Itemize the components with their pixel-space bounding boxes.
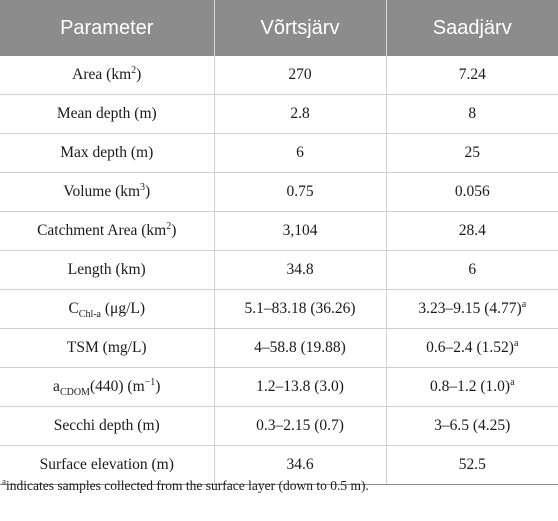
parameter-unit: (440) (m [89, 378, 145, 395]
parameter-label: C [68, 300, 79, 317]
vortsjarv-value: 34.8 [286, 261, 314, 278]
footnote-marker: a [2, 476, 6, 487]
parameter-unit-exponent: −1 [144, 376, 156, 388]
parameter-cell [0, 251, 214, 290]
saadjarv-value-cell [386, 95, 558, 134]
saadjarv-value-cell [386, 407, 558, 446]
table-row [0, 212, 558, 251]
parameter-superscript: 2 [166, 220, 172, 232]
table-row [0, 56, 558, 95]
table-row [0, 173, 558, 212]
saadjarv-value-cell [386, 290, 558, 329]
vortsjarv-value-cell [214, 56, 386, 95]
table-footnote [2, 478, 369, 494]
parameter-label: Catchment Area (km [37, 222, 167, 239]
parameter-cell [0, 290, 214, 329]
table-row [0, 251, 558, 290]
saadjarv-value-cell [386, 329, 558, 368]
vortsjarv-value: 3,104 [282, 222, 318, 239]
parameter-cell [0, 95, 214, 134]
saadjarv-value-cell [386, 368, 558, 407]
saadjarv-value: 28.4 [458, 222, 486, 239]
saadjarv-value-cell [386, 212, 558, 251]
vortsjarv-value: 6 [296, 144, 304, 161]
vortsjarv-value: 4–58.8 (19.88) [254, 339, 346, 356]
parameter-label: Max depth (m) [60, 144, 154, 161]
vortsjarv-value-cell [214, 212, 386, 251]
vortsjarv-value: 5.1–83.18 (36.26) [244, 300, 356, 317]
parameter-label: Length (km) [67, 261, 146, 278]
vortsjarv-value-cell [214, 134, 386, 173]
header-saadjarv: Saadjärv [386, 0, 558, 56]
vortsjarv-value: 0.3–2.15 (0.7) [256, 417, 344, 434]
parameter-label: TSM (mg/L) [66, 339, 147, 356]
vortsjarv-value: 270 [288, 66, 312, 83]
saadjarv-value: 6 [468, 261, 477, 278]
parameter-label: Volume (km [63, 183, 141, 200]
saadjarv-footnote-marker: a [510, 376, 515, 388]
saadjarv-value-cell [386, 251, 558, 290]
saadjarv-value-cell [386, 173, 558, 212]
vortsjarv-value: 0.75 [286, 183, 314, 200]
parameter-cell [0, 56, 214, 95]
parameter-cell [0, 212, 214, 251]
header-row [0, 0, 558, 56]
table-row [0, 329, 558, 368]
table-row [0, 290, 558, 329]
parameter-superscript: 3 [140, 181, 146, 193]
saadjarv-value-cell [386, 134, 558, 173]
table-row [0, 134, 558, 173]
table-row [0, 368, 558, 407]
parameter-label: a [53, 378, 60, 395]
vortsjarv-value: 34.6 [286, 456, 314, 473]
parameter-cell [0, 134, 214, 173]
parameter-label: Surface elevation (m) [39, 456, 174, 473]
footnote-text: indicates samples collected from the surface layer (down to 0.5 m). [6, 478, 369, 493]
saadjarv-value: 8 [468, 105, 477, 122]
vortsjarv-value-cell [214, 368, 386, 407]
parameter-unit: ) [145, 183, 151, 200]
table-row [0, 407, 558, 446]
parameter-label: Secchi depth (m) [53, 417, 160, 434]
header-parameter: Parameter [0, 0, 214, 56]
saadjarv-value: 3.23–9.15 (4.77) [418, 300, 522, 317]
saadjarv-value: 52.5 [458, 456, 486, 473]
parameter-subscript: CDOM [59, 387, 90, 399]
saadjarv-value: 0.056 [454, 183, 490, 200]
parameter-subscript: Chl-a [78, 309, 101, 321]
parameter-cell [0, 173, 214, 212]
parameter-unit: ) [136, 66, 142, 83]
parameter-label: Area (km [72, 66, 132, 83]
vortsjarv-value-cell [214, 329, 386, 368]
vortsjarv-value-cell [214, 95, 386, 134]
parameter-superscript: 2 [131, 64, 137, 76]
vortsjarv-value-cell [214, 251, 386, 290]
parameter-cell [0, 368, 214, 407]
vortsjarv-value: 1.2–13.8 (3.0) [256, 378, 344, 395]
saadjarv-value: 7.24 [458, 66, 486, 83]
table-row [0, 95, 558, 134]
saadjarv-footnote-marker: a [521, 298, 527, 310]
saadjarv-value: 0.8–1.2 (1.0) [429, 378, 511, 395]
parameter-cell [0, 407, 214, 446]
vortsjarv-value-cell [214, 290, 386, 329]
parameter-label: Mean depth (m) [56, 105, 157, 122]
parameter-cell [0, 329, 214, 368]
parameter-unit: (μg/L) [101, 300, 146, 317]
saadjarv-value: 0.6–2.4 (1.52) [426, 339, 514, 356]
vortsjarv-value: 2.8 [290, 105, 310, 122]
saadjarv-value: 3–6.5 (4.25) [434, 417, 511, 434]
saadjarv-value-cell [386, 56, 558, 95]
header-vortsjarv: Võrtsjärv [214, 0, 386, 56]
saadjarv-footnote-marker: a [513, 337, 519, 349]
saadjarv-value-cell [386, 446, 558, 485]
saadjarv-value: 25 [464, 144, 480, 161]
vortsjarv-value-cell [214, 407, 386, 446]
vortsjarv-value-cell [214, 173, 386, 212]
parameter-unit-close: ) [155, 378, 161, 395]
parameter-unit: ) [171, 222, 177, 239]
